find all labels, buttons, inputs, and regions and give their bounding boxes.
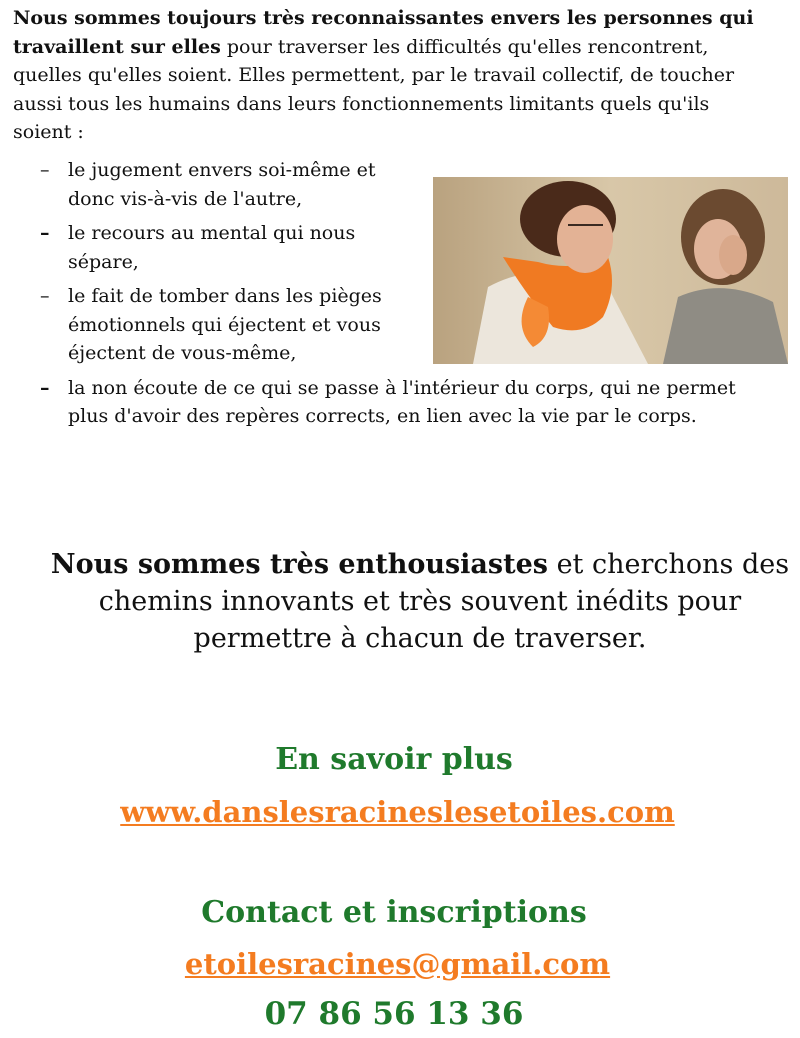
phone-number: 07 86 56 13 36 <box>264 996 524 1032</box>
list-item <box>40 374 768 431</box>
enthusiasm-paragraph <box>40 546 800 657</box>
bullet-text: le recours au mental qui nous sépare, <box>68 222 356 273</box>
dash-marker: – <box>40 159 50 181</box>
photo-illustration <box>433 177 788 364</box>
email-link[interactable]: etoilesracines@gmail.com <box>184 947 611 981</box>
bullet-text: le fait de tomber dans les pièges émotionnels qui éjectent et vous éjectent de vous-même, <box>68 285 382 364</box>
enthusiasm-bold: Nous sommes très enthousiastes <box>50 549 548 580</box>
list-item <box>40 282 420 368</box>
contact-heading: Contact et inscriptions <box>201 895 587 930</box>
intro-paragraph <box>13 4 773 147</box>
enthusiasm-text: et cherchons des chemins innovants et très souvent inédits pour permettre à chacun de traverser. <box>98 549 790 654</box>
more-heading: En savoir plus <box>275 742 513 777</box>
dash-marker: – <box>40 376 50 399</box>
list-item <box>40 219 420 276</box>
intro-bold: Nous sommes toujours très reconnaissantes envers les personnes qui travaillent sur elles <box>13 7 754 58</box>
intro-text: pour traverser les difficultés qu'elles rencontrent, quelles qu'elles soient. Elles permettent, par le travail collectif, de toucher aussi tous les humains dans leurs fonctionnements limitants quels qu'ils soient : <box>13 35 735 143</box>
list-item <box>40 156 420 213</box>
two-women-photo <box>433 177 788 364</box>
website-link[interactable]: www.danslesracineslesetoiles.com <box>120 795 675 829</box>
dash-marker: – <box>40 285 50 307</box>
bullet-text: le jugement envers soi-même et donc vis-à-vis de l'autre, <box>68 159 376 210</box>
bullet-text: la non écoute de ce qui se passe à l'intérieur du corps, qui ne permet plus d'avoir des repères corrects, en lien avec la vie par le corps. <box>68 376 736 427</box>
dash-marker: – <box>40 222 50 244</box>
